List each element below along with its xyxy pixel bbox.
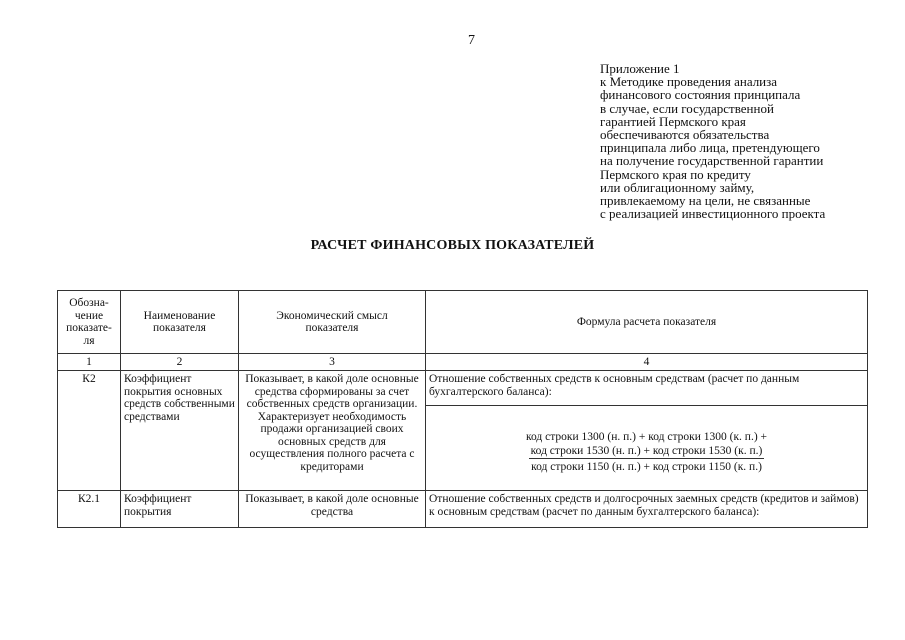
header-name: Наименование показателя <box>121 291 239 354</box>
formula-description: Отношение собственных средств и долгосрочных заемных средств (кредитов и займов) к основным средствам (расчет по данным бухгалтерского баланса): <box>426 491 868 528</box>
header-code: Обозна- чение показате- ля <box>58 291 121 354</box>
indicator-meaning: Показывает, в какой доле основные средства сформированы за счет собственных средств организации. Характеризует необходимость продажи организацией своих основных средств для осуществления полного расчета с кредиторами <box>239 371 426 491</box>
header-meaning: Экономический смысл показателя <box>239 291 426 354</box>
column-number: 4 <box>426 354 868 371</box>
formula-fraction <box>426 406 868 491</box>
formula-denominator: код строки 1150 (н. п.) + код строки 1150 (к. п.) <box>531 460 762 473</box>
appendix-line: принципала либо лица, претендующего <box>600 140 820 156</box>
column-number: 3 <box>239 354 426 371</box>
indicator-code: К2.1 <box>58 491 121 528</box>
indicator-meaning: Показывает, в какой доле основные средства <box>239 491 426 528</box>
formula-description: Отношение собственных средств к основным средствам (расчет по данным бухгалтерского баланса): <box>426 371 868 406</box>
table-row <box>58 371 868 406</box>
appendix-line: к Методике проведения анализа <box>600 74 778 90</box>
table-row <box>58 491 868 528</box>
header-formula: Формула расчета показателя <box>426 291 868 354</box>
appendix-line: Пермского края по кредиту <box>600 166 751 182</box>
appendix-note <box>600 62 900 220</box>
indicator-name: Коэффициент покрытия <box>121 491 239 528</box>
document-title: РАСЧЕТ ФИНАНСОВЫХ ПОКАЗАТЕЛЕЙ <box>310 238 595 253</box>
appendix-line: обеспечиваются обязательства <box>600 127 770 143</box>
indicator-code: К2 <box>58 371 121 491</box>
appendix-line: гарантией Пермского края <box>600 113 746 129</box>
indicator-name: Коэффициент покрытия основных средств собственными средствами <box>121 371 239 491</box>
formula-numerator-line-1: код строки 1300 (н. п.) + код строки 1300 (к. п.) + <box>525 430 768 443</box>
column-number: 1 <box>58 354 121 371</box>
appendix-line: или облигационному займу, <box>600 179 755 195</box>
financial-indicators-table <box>57 290 868 528</box>
appendix-line: привлекаемому на цели, не связанные <box>600 193 811 209</box>
appendix-line: финансового состояния принципала <box>600 87 801 103</box>
appendix-line: в случае, если государственной <box>600 100 774 116</box>
formula-numerator-line-2: код строки 1530 (н. п.) + код строки 1530 (к. п.) <box>530 445 763 458</box>
appendix-line: с реализацией инвестиционного проекта <box>600 206 826 222</box>
column-number-row <box>58 354 868 371</box>
appendix-line: на получение государственной гарантии <box>600 153 824 169</box>
table-header-row <box>58 291 868 354</box>
page-number: 7 <box>468 33 475 48</box>
appendix-line: Приложение 1 <box>600 61 680 76</box>
column-number: 2 <box>121 354 239 371</box>
